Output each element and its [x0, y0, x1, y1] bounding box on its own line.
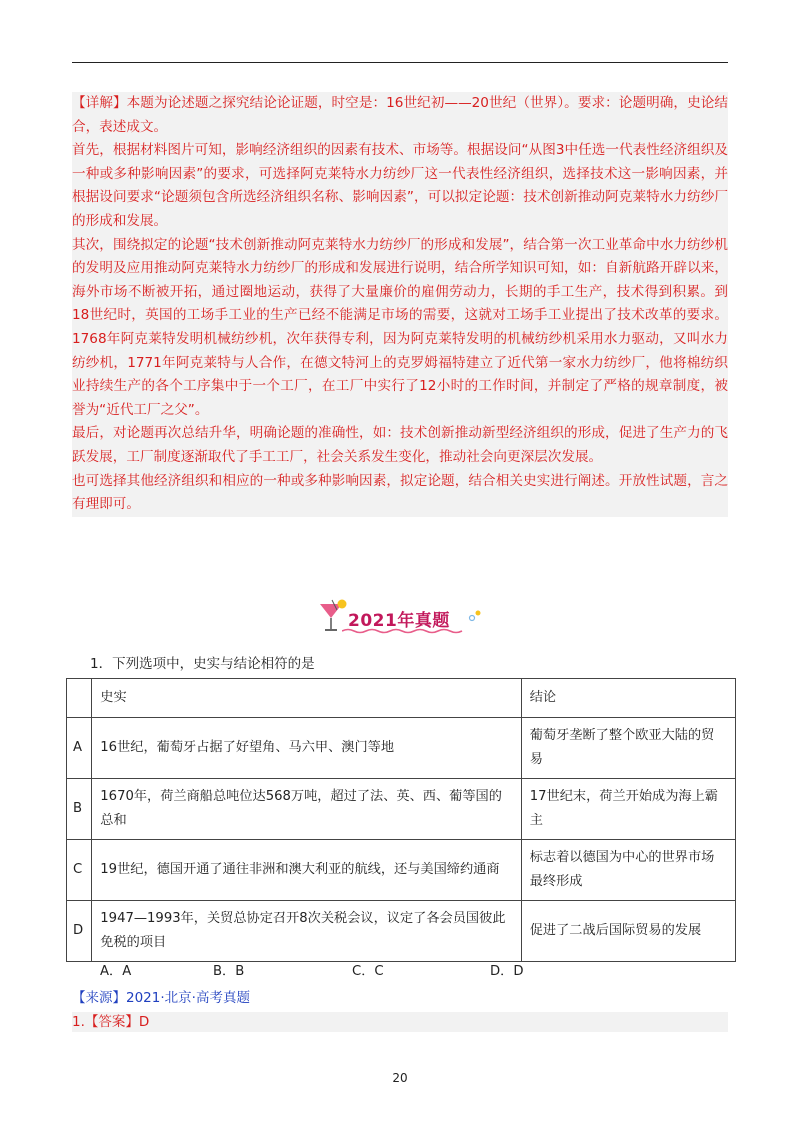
conclusion-cell: 葡萄牙垄断了整个欧亚大陆的贸易	[521, 718, 735, 779]
explanation-block	[72, 92, 728, 517]
question-stem: 1．下列选项中，史实与结论相符的是	[90, 656, 315, 672]
decorative-dots-icon	[468, 610, 482, 622]
explanation-paragraph-5: 也可选择其他经济组织和相应的一种或多种影响因素，拟定论题，结合相关史实进行阐述。开放性试题，言之有理即可。	[72, 472, 728, 513]
title-underline-wave	[342, 628, 466, 634]
fact-cell: 1947—1993年，关贸总协定召开8次关税会议，议定了各会员国彼此免税的项目	[92, 901, 521, 962]
conclusion-cell: 标志着以德国为中心的世界市场最终形成	[521, 840, 735, 901]
explanation-paragraph-2: 首先，根据材料图片可知，影响经济组织的因素有技术、市场等。根据设问“从图3中任选一代表性经济组织及一种或多种影响因素”的要求，可选择阿克莱特水力纺纱厂这一代表性经济组织，选择技术这一影响因素，并根据设问要求“论题须包含所选经济组织名称、影响因素”，可以拟定论题：技术创新推动阿克莱特水力纺纱厂的形成和发展。	[72, 142, 728, 229]
explanation-paragraph-3: 其次，围绕拟定的论题“技术创新推动阿克莱特水力纺纱厂的形成和发展”，结合第一次工业革命中水力纺纱机的发明及应用推动阿克莱特水力纺纱厂的形成和发展进行说明，结合所学知识可知，如：自新航路开辟以来，海外市场不断被开拓，通过圈地运动，获得了大量廉价的雇佣劳动力，长期的手工生产，技术得到积累。到18世纪时，英国的工场手工业的生产已经不能满足市场的需要，这就对工场手工业提出了技术改革的要求。1768年阿克莱特发明机械纺纱机，次年获得专利，因为阿克莱特发明的机械纺纱机采用水力驱动，又叫水力纺纱机，1771年阿克莱特与人合作，在德文特河上的克罗姆福特建立了近代第一家水力纺纱厂，他将棉纺织业持续生产的各个工序集中于一个工厂，在工厂中实行了12小时的工作时间，并制定了严格的规章制度，被誉为“近代工厂之父”。	[72, 236, 728, 418]
header-option-cell	[67, 679, 92, 718]
choice-d[interactable]: D．D	[490, 964, 524, 979]
option-letter: D	[67, 901, 92, 962]
fact-cell: 19世纪，德国开通了通往非洲和澳大利亚的航线，还与美国缔约通商	[92, 840, 521, 901]
header-conclusion: 结论	[521, 679, 735, 718]
header-fact: 史实	[92, 679, 521, 718]
table-header-row	[67, 679, 736, 718]
explanation-paragraph-1: 【详解】本题为论述题之探究结论论证题，时空是：16世纪初——20世纪（世界）。要求：论题明确，史论结合，表述成文。	[72, 95, 729, 135]
header-rule	[72, 62, 728, 63]
conclusion-cell: 17世纪末，荷兰开始成为海上霸主	[521, 779, 735, 840]
source-line: 【来源】2021·北京·高考真题	[72, 990, 250, 1006]
option-letter: A	[67, 718, 92, 779]
question-table	[66, 678, 736, 962]
explanation-tag: 【详解】	[72, 95, 127, 111]
choice-b[interactable]: B．B	[213, 964, 245, 979]
table-row	[67, 840, 736, 901]
table-row	[67, 901, 736, 962]
choice-c[interactable]: C．C	[352, 964, 384, 979]
choice-a[interactable]: A．A	[100, 964, 132, 979]
conclusion-cell: 促进了二战后国际贸易的发展	[521, 901, 735, 962]
answer-line: 1.【答案】D	[72, 1012, 728, 1032]
option-letter: C	[67, 840, 92, 901]
section-title	[318, 598, 488, 634]
section-title-label: 2021年真题	[348, 611, 450, 631]
page-number: 20	[392, 1071, 408, 1085]
option-letter: B	[67, 779, 92, 840]
fact-cell: 16世纪，葡萄牙占据了好望角、马六甲、澳门等地	[92, 718, 521, 779]
fact-cell: 1670年，荷兰商船总吨位达568万吨，超过了法、英、西、葡等国的总和	[92, 779, 521, 840]
table-row	[67, 718, 736, 779]
explanation-paragraph-4: 最后，对论题再次总结升华，明确论题的准确性，如：技术创新推动新型经济组织的形成，促进了生产力的飞跃发展，工厂制度逐渐取代了手工工厂，社会关系发生变化，推动社会向更深层次发展。	[72, 425, 728, 465]
table-row	[67, 779, 736, 840]
